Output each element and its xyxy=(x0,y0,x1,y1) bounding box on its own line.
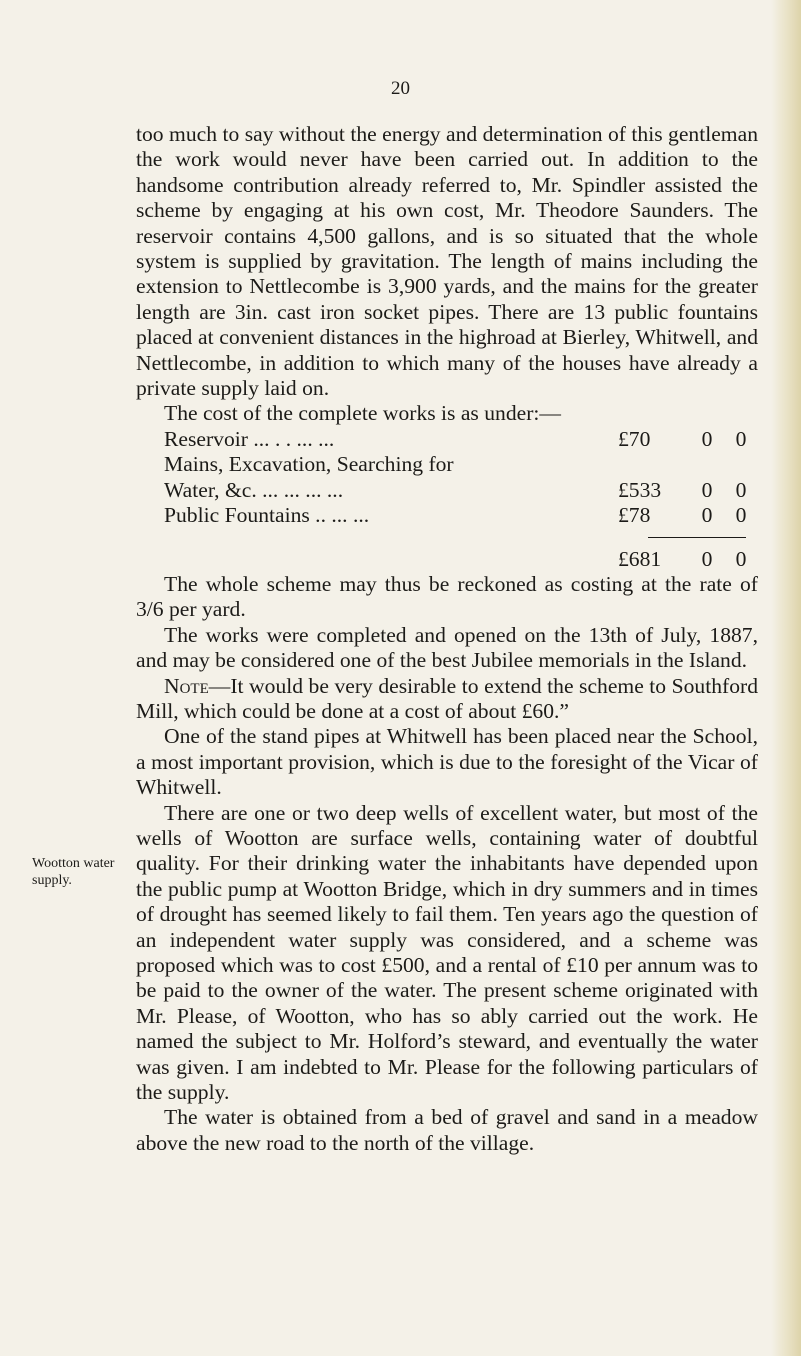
cost-shillings: 0 xyxy=(701,477,713,502)
margin-note: Wootton water supply. xyxy=(32,856,115,888)
note-paragraph xyxy=(136,674,758,725)
cost-label: Public Fountains .. ... ... xyxy=(164,503,370,528)
cost-row-reservoir xyxy=(136,427,758,452)
paragraph: The cost of the complete works is as under:— xyxy=(164,401,561,426)
cost-total-pence: 0 xyxy=(735,546,747,571)
cost-total-amount: £681 xyxy=(618,546,662,571)
cost-label: Water, &c. ... ... ... ... xyxy=(164,477,344,502)
paragraph: The water is obtained from a bed of gravel and sand in a meadow above the new road to the north of the village. xyxy=(136,1105,758,1155)
note-text: —It would be very desirable to extend the scheme to Southford Mill, which could be done at a cost of about £60.” xyxy=(136,673,758,723)
total-rule xyxy=(136,529,758,547)
note-label: Note xyxy=(164,673,209,698)
paragraph: One of the stand pipes at Whitwell has been placed near the School, a most important provision, which is due to the foresight of the Vicar of Whitwell. xyxy=(136,724,758,800)
cost-table xyxy=(136,427,758,572)
cost-pence: 0 xyxy=(735,477,747,502)
cost-amount: £533 xyxy=(618,477,662,502)
cost-row-mains xyxy=(136,478,758,503)
cost-shillings: 0 xyxy=(701,426,713,451)
cost-amount: £78 xyxy=(618,503,651,528)
cost-total-rule-row xyxy=(136,529,758,547)
cost-pence: 0 xyxy=(735,426,747,451)
cost-shillings: 0 xyxy=(701,503,713,528)
page-edge-shading xyxy=(771,0,801,1356)
cost-total-shillings: 0 xyxy=(701,546,713,571)
page-number: 20 xyxy=(391,78,410,99)
body-text xyxy=(136,122,758,1156)
cost-row-total xyxy=(136,547,758,572)
cost-amount: £70 xyxy=(618,426,651,451)
cost-label: Mains, Excavation, Searching for xyxy=(164,452,454,477)
paragraph: The works were completed and opened on the 13th of July, 1887, and may be considered one of the best Jubilee memorials in the Island. xyxy=(136,622,758,673)
cost-pence: 0 xyxy=(735,503,747,528)
cost-row-fountains xyxy=(136,503,758,528)
paragraph: There are one or two deep wells of excellent water, but most of the wells of Wootton are surface wells, containing water of doubtful quality. For their drinking water the inhabitants have depended upon the public pump at Wootton Bridge, which in dry summers and in times of drought has seemed likely to fail them. Ten years ago the question of an independent water supply was considered, and a scheme was proposed which was to cost £500, and a rental of £10 per annum was to be paid to the owner of the water. The present scheme originated with Mr. Please, of Wootton, who has so ably carried out the work. He named the subject to Mr. Holford’s steward, and eventually the water was given. I am indebted to Mr. Please for the following particulars of the supply. xyxy=(136,800,758,1105)
cost-row-mains-heading xyxy=(136,452,758,477)
paragraph: The whole scheme may thus be reckoned as costing at the rate of 3/6 per yard. xyxy=(136,571,758,622)
cost-label: Reservoir ... . . ... ... xyxy=(164,426,335,451)
paragraph: too much to say without the energy and determination of this gentleman the work would never have been carried out. In addition to the handsome contribution already referred to, Mr. Spindler assisted the scheme by engaging at his own cost, Mr. Theodore Saunders. The reservoir contains 4,500 gallons, and is so situated that the whole system is supplied by gravitation. The length of mains including the extension to Nettlecombe is 3,900 yards, and the mains for the greater length are 3in. cast iron socket pipes. There are 13 public fountains placed at convenient distances in the highroad at Bierley, Whitwell, and Nettlecombe, in addition to which many of the houses have already a private supply laid on. xyxy=(136,122,758,401)
cost-label-empty xyxy=(136,547,618,572)
